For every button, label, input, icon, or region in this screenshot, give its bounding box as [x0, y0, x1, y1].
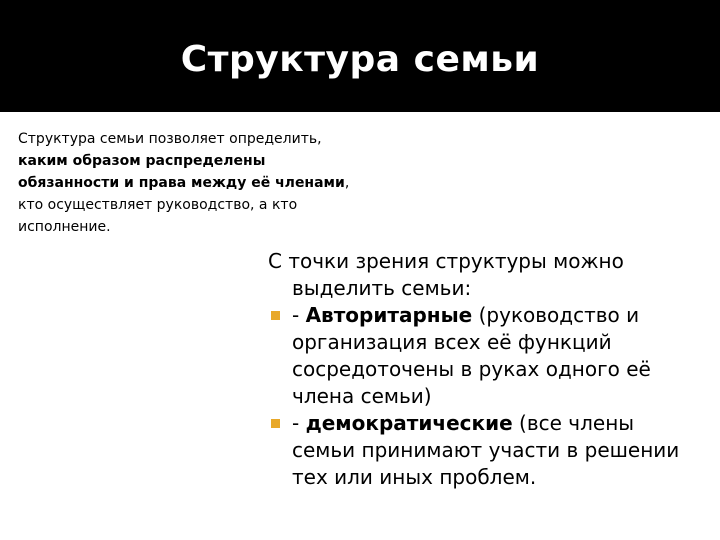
slide-title: Структура семьи: [180, 39, 540, 80]
family-types-lead: С точки зрения структуры можно выделить семьи:: [268, 249, 624, 300]
bullet-term-democratic: демократические: [305, 411, 513, 435]
family-types-list: [268, 302, 700, 491]
intro-text-part1: Структура семьи позволяет определить,: [18, 131, 322, 147]
intro-text-part3: , кто осуществляет руководство, а кто исполнение.: [18, 175, 350, 235]
bullet-desc-democratic: (все члены семьи принимают участи в решении тех или иных проблем.: [292, 411, 680, 489]
list-item-authoritarian: [268, 302, 700, 410]
square-bullet-icon: [271, 419, 280, 428]
title-bar: [0, 0, 720, 112]
square-bullet-icon: [271, 311, 280, 320]
bullet-prefix: -: [292, 411, 306, 435]
list-item-democratic: [268, 410, 700, 491]
bullet-desc-authoritarian: (руководство и организация всех её функций сосредоточены в руках одного её члена семьи): [292, 303, 651, 408]
family-types-block: [268, 248, 700, 491]
bullet-prefix: -: [292, 303, 306, 327]
intro-paragraph: [18, 128, 358, 238]
intro-text-bold: каким образом распределены обязанности и права между её членами: [18, 153, 345, 191]
bullet-term-authoritarian: Авторитарные: [305, 303, 473, 327]
